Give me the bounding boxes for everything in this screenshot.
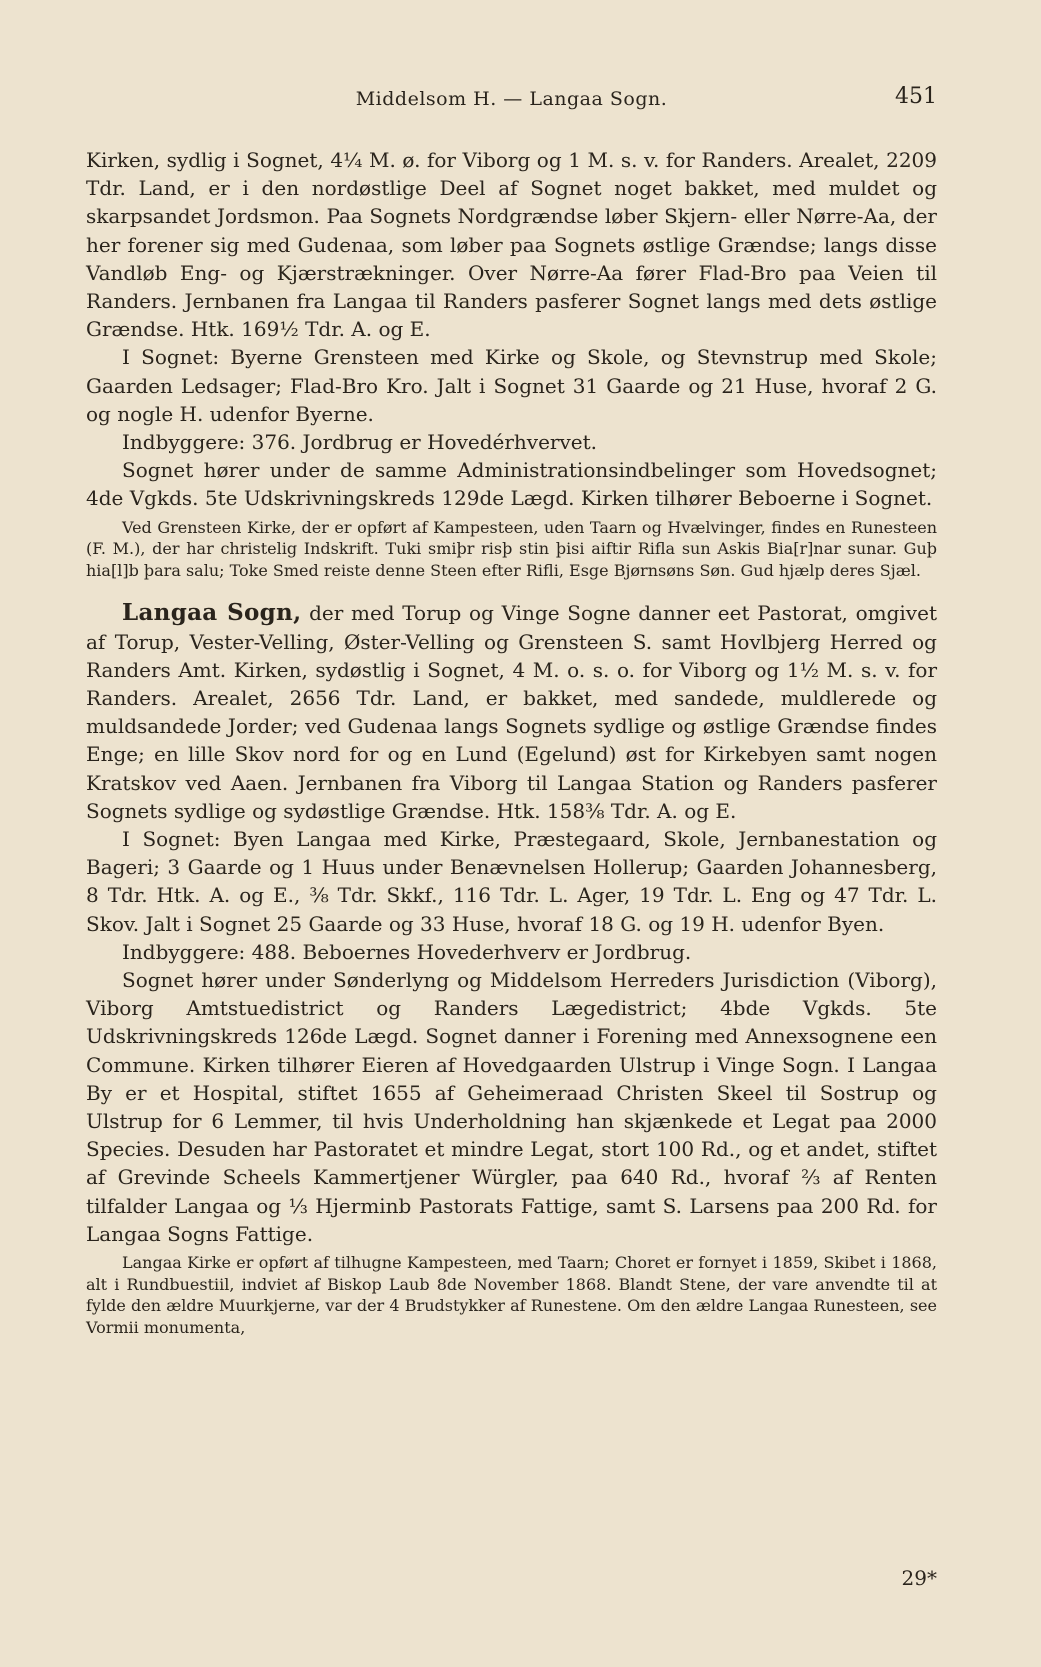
page-body	[86, 146, 937, 1338]
page-number: 451	[895, 84, 937, 109]
running-header	[86, 84, 937, 114]
running-title: Middelsom H. — Langaa Sogn.	[355, 88, 668, 110]
paragraph: I Sognet: Byen Langaa med Kirke, Præstegaard, Skole, Jernbanestation og Bageri; 3 Gaarde og 1 Huus under Benævnelsen Hollerup; Gaarden Johannesberg, 8 Tdr. Htk. A. og E., ⅜ Tdr. Skkf., 116 Tdr. L. Ager, 19 Tdr. L. Eng og 47 Tdr. L. Skov. Jalt i Sognet 25 Gaarde og 33 Huse, hvoraf 18 G. og 19 H. udenfor Byen.	[86, 827, 937, 936]
signature-mark: 29*	[901, 1566, 937, 1590]
paragraph-text: der med Torup og Vinge Sogne danner eet Pastorat, omgivet af Torup, Vester-Velling, Øster-Velling og Grensteen S. samt Hovlbjerg Herred og Randers Amt. Kirken, sydøstlig i Sognet, 4 M. o. s. o. for Viborg og 1½ M. s. v. for Randers. Arealet, 2656 Tdr. Land, er bakket, med sandede, muldlerede og muldsandede Jorder; ved Gudenaa langs Sognets sydlige og østlige Grændse findes Enge; en lille Skov nord for og en Lund (Egelund) øst for Kirkebyen samt nogen Kratskov ved Aaen. Jernbanen fra Viborg til Langaa Station og Randers pasferer Sognets sydlige og sydøstlige Grændse. Htk. 158⅜ Tdr. A. og E.	[86, 601, 937, 823]
section-paragraph	[86, 599, 937, 825]
footnote-paragraph: Langaa Kirke er opført af tilhugne Kampesteen, med Taarn; Choret er fornyet i 1859, Skibet i 1868, alt i Rundbuestiil, indviet af Biskop Laub 8de November 1868. Blandt Stene, der vare anvendte til at fylde den ældre Muurkjerne, var der 4 Brudstykker af Runestene. Om den ældre Langaa Runesteen, see Vormii monumenta,	[86, 1253, 937, 1337]
paragraph: Indbyggere: 376. Jordbrug er Hovedérhvervet.	[122, 430, 598, 455]
paragraph: I Sognet: Byerne Grensteen med Kirke og Skole, og Stevnstrup med Skole; Gaarden Ledsager; Flad-Bro Kro. Jalt i Sognet 31 Gaarde og 21 Huse, hvoraf 2 G. og nogle H. udenfor Byerne.	[86, 345, 937, 426]
section-heading: Langaa Sogn,	[122, 599, 302, 627]
footnote-paragraph: Ved Grensteen Kirke, der er opført af Kampesteen, uden Taarn og Hvælvinger, findes en Runesteen (F. M.), der har christelig Indskrift. Tuki smiþr risþ stin þisi aiftir Rifla sun Askis Bia[r]nar sunar. Guþ hia[l]b þara salu; Toke Smed reiste denne Steen efter Rifli, Esge Bjørnsøns Søn. Gud hjælp deres Sjæl.	[86, 517, 937, 580]
paragraph: Kirken, sydlig i Sognet, 4¼ M. ø. for Viborg og 1 M. s. v. for Randers. Arealet, 2209 Tdr. Land, er i den nordøstlige Deel af Sognet noget bakket, med muldet og skarpsandet Jordsmon. Paa Sognets Nordgrændse løber Skjern- eller Nørre-Aa, der her forener sig med Gudenaa, som løber paa Sognets østlige Grændse; langs disse Vandløb Eng- og Kjærstrækninger. Over Nørre-Aa fører Flad-Bro paa Veien til Randers. Jernbanen fra Langaa til Randers pasferer Sognet langs med dets østlige Grændse. Htk. 169½ Tdr. A. og E.	[86, 148, 937, 342]
paragraph: Sognet hører under Sønderlyng og Middelsom Herreders Jurisdiction (Viborg), Viborg Amtstuedistrict og Randers Lægedistrict; 4bde Vgkds. 5te Udskrivningskreds 126de Lægd. Sognet danner i Forening med Annexsognene een Commune. Kirken tilhører Eieren af Hovedgaarden Ulstrup i Vinge Sogn. I Langaa By er et Hospital, stiftet 1655 af Geheimeraad Christen Skeel til Sostrup og Ulstrup for 6 Lemmer, til hvis Underholdning han skjænkede et Legat paa 2000 Species. Desuden har Pastoratet et mindre Legat, stort 100 Rd., og et andet, stiftet af Grevinde Scheels Kammertjener Würgler, paa 640 Rd., hvoraf ⅔ af Renten tilfalder Langaa og ⅓ Hjerminb Pastorats Fattige, samt S. Larsens paa 200 Rd. for Langaa Sogns Fattige.	[86, 968, 937, 1246]
paragraph: Indbyggere: 488. Beboernes Hovederhverv er Jordbrug.	[122, 939, 692, 964]
paragraph: Sognet hører under de samme Administrationsindbelinger som Hovedsognet; 4de Vgkds. 5te Udskrivningskreds 129de Lægd. Kirken tilhører Beboerne i Sognet.	[86, 458, 937, 511]
